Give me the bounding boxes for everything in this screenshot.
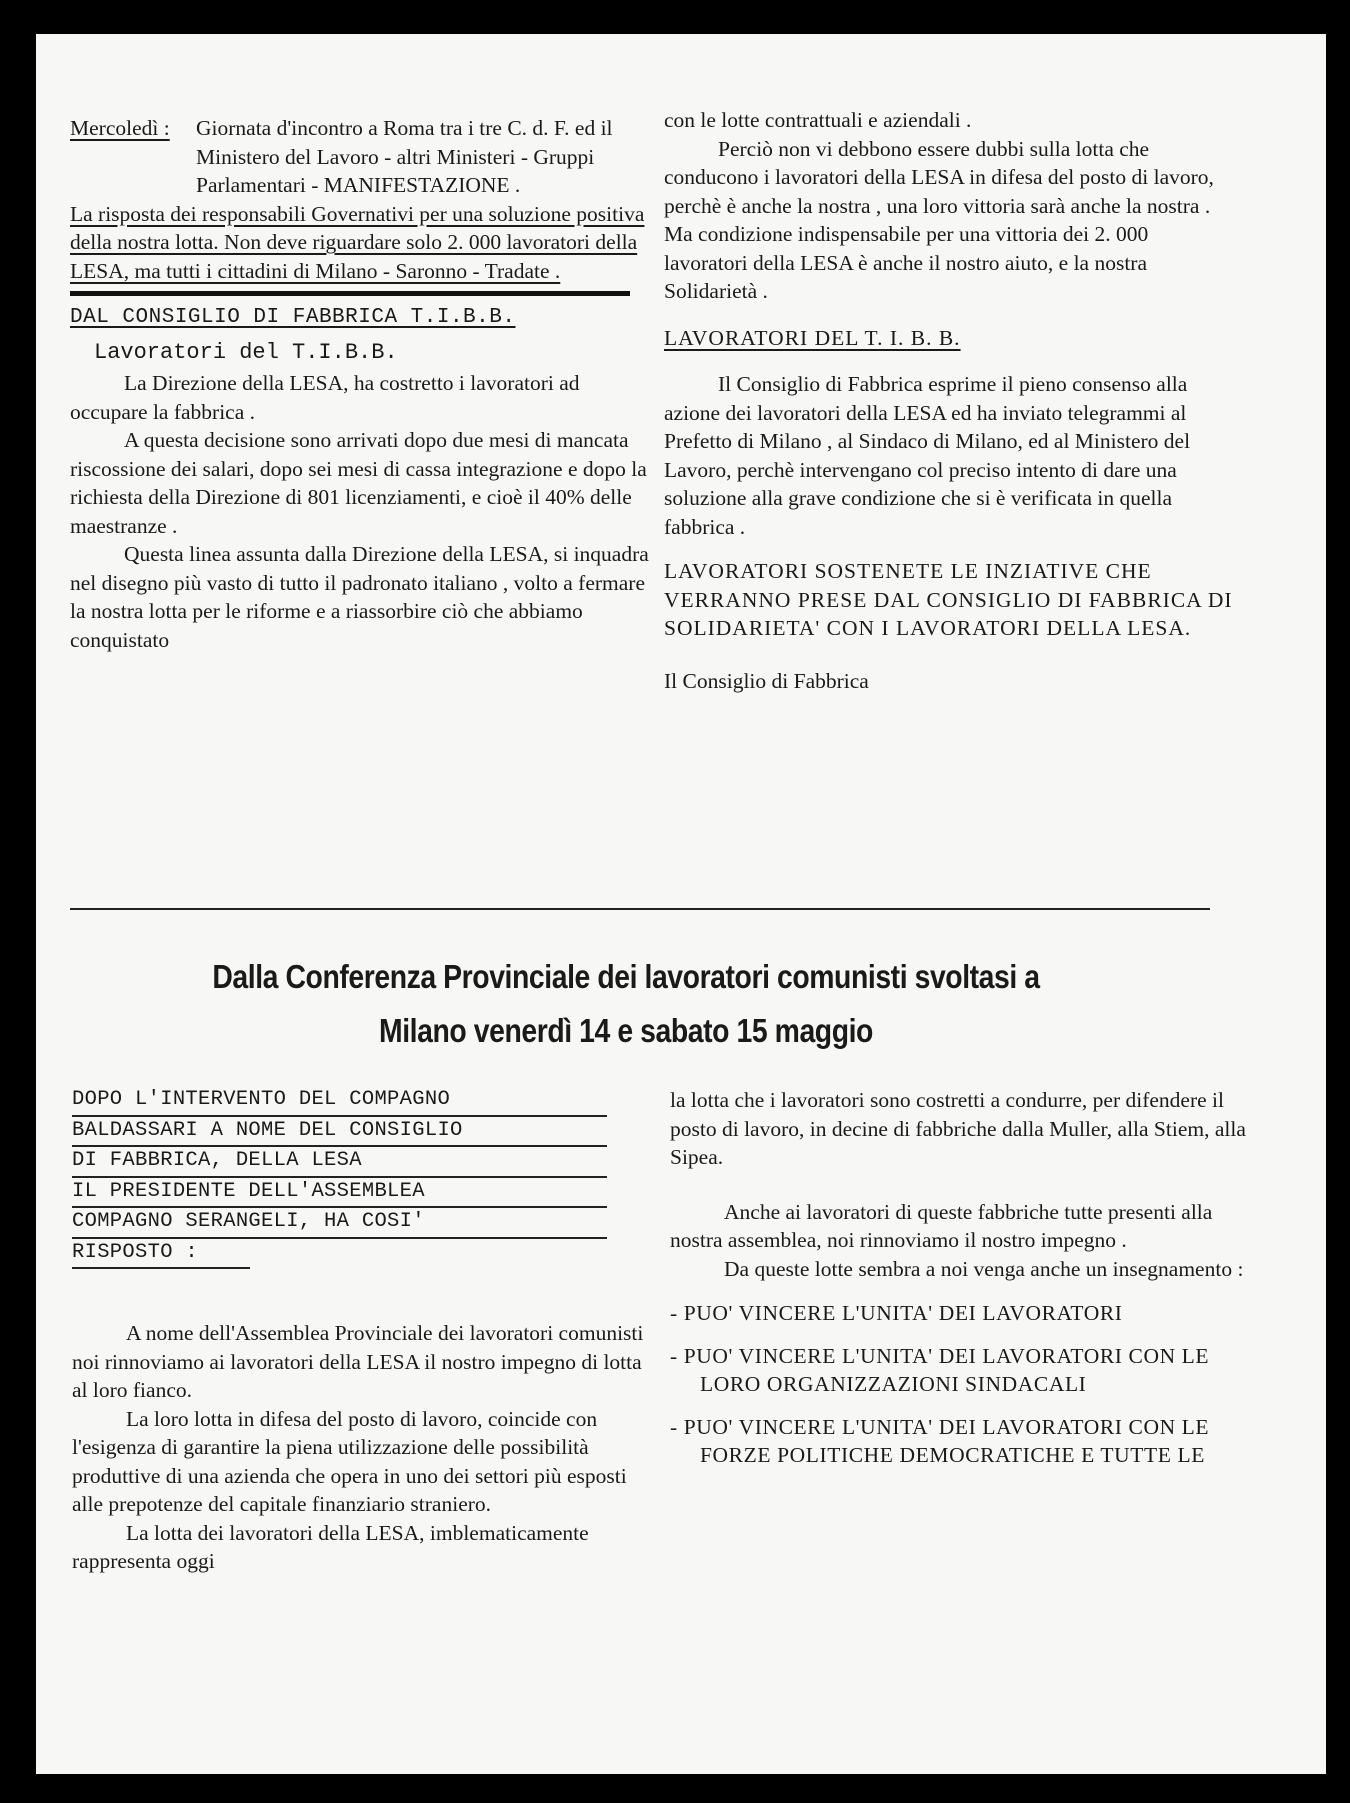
risposta-paragraph: La risposta dei responsabili Governativi per una soluzione positiva della nostra lotta. Non deve riguardare solo 2. 000 lavoratori della LESA, ma tutti i cittadini di Milano - Saronno - Tradate . [70,201,645,283]
section-divider [70,291,630,296]
list-item: - PUO' VINCERE L'UNITA' DEI LAVORATORI CON LE FORZE POLITICHE DEMOCRATICHE E TUTTE LE [670,1414,1210,1467]
heading-line: BALDASSARI A NOME DEL CONSIGLIO [72,1117,607,1148]
tr-paragraph-1: con le lotte contrattuali e aziendali . [664,108,972,132]
bl-paragraph-3: La lotta dei lavoratori della LESA, imblematicamente rappresenta oggi [72,1520,589,1573]
tl-paragraph-3: Questa linea assunta dalla Direzione della LESA, si inquadra nel disegno più vasto di tutto il padronato italiano , volto a fermare la nostra lotta per le riforme e a riassorbire ciò che abbiamo conquistato [70,542,649,652]
top-right-column [664,106,1234,695]
bl-paragraph-2: La loro lotta in difesa del posto di lavoro, coincide con l'esigenza di garantire la piena utilizzazione delle possibilità produttive di una azienda che opera in uno dei settori più esposti alle prepotenze del capitale finanziario straniero. [72,1406,627,1516]
tr-paragraph-3: Il Consiglio di Fabbrica esprime il pieno consenso alla azione dei lavoratori della LESA ed ha inviato telegrammi al Prefetto di Milano , al Sindaco di Milano, ed al Ministero del Lavoro, perchè intervengano col preciso intento di dare una soluzione alla grave condizione che si è verificata in quella fabbrica . [664,372,1191,539]
lavoratori-tibb-heading: LAVORATORI DEL T. I. B. B. [664,325,961,350]
heading-line: COMPAGNO SERANGELI, HA COSI' [72,1208,607,1239]
tl-paragraph-1: La Direzione della LESA, ha costretto i lavoratori ad occupare la fabbrica . [70,371,580,424]
tr-caps-paragraph: LAVORATORI SOSTENETE LE INZIATIVE CHE VERRANNO PRESE DAL CONSIGLIO DI FABBRICA DI SOLIDARIETA' CON I LAVORATORI DELLA LESA. [664,559,1233,640]
tr-paragraph-2: Perciò non vi debbono essere dubbi sulla lotta che conducono i lavoratori della LESA in difesa del posto di lavoro, perchè è anche la nostra , una loro vittoria sarà anche la nostra . Ma condizione indispensabile per una vittoria dei 2. 000 lavoratori della LESA è anche il nostro aiuto, e la nostra Solidarietà . [664,136,1214,303]
mercoledi-label: Mercoledì : [70,116,170,140]
br-paragraph-2: Anche ai lavoratori di queste fabbriche tutte presenti alla nostra assemblea, noi rinnoviamo il nostro impegno . [670,1199,1213,1252]
slogan-list [670,1299,1250,1470]
mercoledi-text: Giornata d'incontro a Roma tra i tre C. d. F. ed il Ministero del Lavoro - altri Ministeri - Gruppi Parlamentari - MANIFESTAZIONE . [196,116,613,197]
heading-line: IL PRESIDENTE DELL'ASSEMBLEA [72,1178,607,1209]
headline-line-2: Milano venerdì 14 e sabato 15 maggio [379,1012,873,1049]
signature: Il Consiglio di Fabbrica [664,668,869,693]
lavoratori-heading: Lavoratori del T.I.B.B. [94,339,398,365]
tl-paragraph-2: A questa decisione sono arrivati dopo due mesi di mancata riscossione dei salari, dopo sei mesi di cassa integrazione e dopo la richiesta della Direzione di 801 licenziamenti, e cioè il 40% delle maestranze . [70,428,647,538]
bl-paragraph-1: A nome dell'Assemblea Provinciale dei lavoratori comunisti noi rinnoviamo ai lavoratori della LESA il nostro impegno di lotta al loro fianco. [72,1321,644,1402]
headline-line-1: Dalla Conferenza Provinciale dei lavoratori comunisti svoltasi a [212,958,1040,995]
heading-line: DOPO L'INTERVENTO DEL COMPAGNO [72,1086,607,1117]
heading-line: RISPOSTO : [72,1239,250,1270]
br-paragraph-3: Da queste lotte sembra a noi venga anche un insegnamento : [724,1256,1244,1281]
mercoledi-entry [70,114,660,200]
headline [119,950,1134,1058]
dal-consiglio-heading: DAL CONSIGLIO DI FABBRICA T.I.B.B. [70,306,516,329]
horizontal-divider [70,908,1210,910]
list-item: - PUO' VINCERE L'UNITA' DEI LAVORATORI CON LE LORO ORGANIZZAZIONI SINDACALI [670,1343,1210,1396]
bottom-left-column [72,1086,652,1576]
heading-line: DI FABBRICA, DELLA LESA [72,1147,607,1178]
top-left-column [70,114,660,654]
bottom-right-column [670,1086,1250,1484]
document-page [36,34,1326,1774]
intervento-heading [72,1086,652,1269]
br-paragraph-1: la lotta che i lavoratori sono costretti a condurre, per difendere il posto di lavoro, in decine di fabbriche dalla Muller, alla Stiem, alla Sipea. [670,1088,1246,1169]
list-item: - PUO' VINCERE L'UNITA' DEI LAVORATORI [670,1301,1123,1325]
